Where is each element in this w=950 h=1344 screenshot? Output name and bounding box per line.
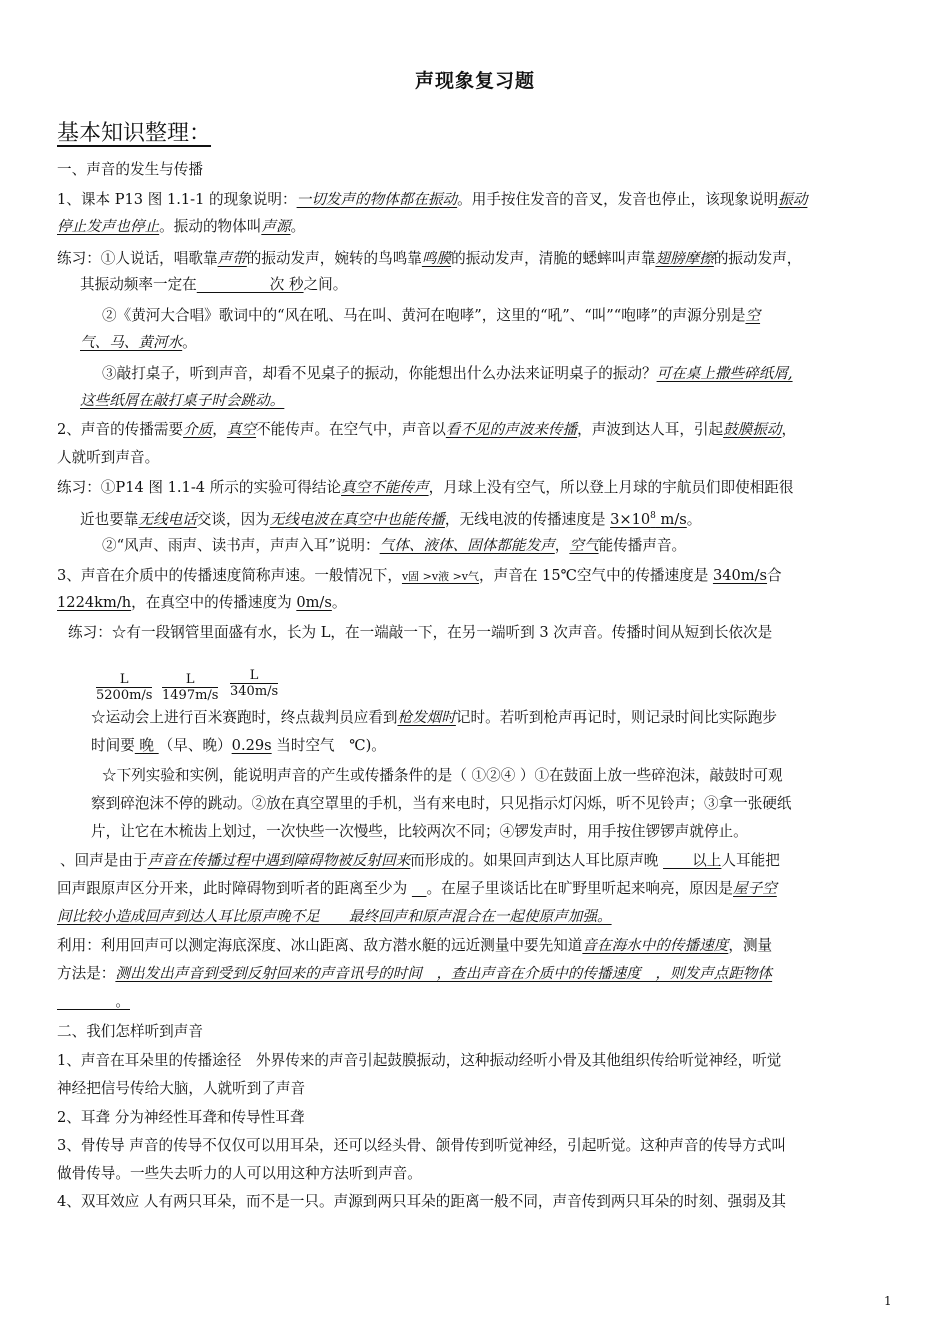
answer: 。 bbox=[57, 993, 130, 1010]
answer: $3\times 10^8$ m/s bbox=[610, 510, 687, 528]
answer: 一切发声的物体都在振动 bbox=[296, 191, 458, 208]
item-1-line-2: 停止发声也停止。振动的物体叫声源。 bbox=[57, 218, 306, 235]
answer: 以上 bbox=[663, 852, 722, 869]
section-two-line-1: 1、声音在耳朵里的传播途径 外界传来的声音引起鼓膜振动，这种振动经听小骨及其他组织传给听觉神经，听觉 bbox=[57, 1052, 782, 1069]
answer: 0m/s bbox=[296, 594, 332, 611]
answer: 无线电话 bbox=[138, 510, 197, 528]
section-two-line-2: 神经把信号传给大脑，人就听到了声音 bbox=[57, 1080, 306, 1097]
answer: 间比较小造成回声到达人耳比原声晚不足 最终回声和原声混合在一起使原声加强。 bbox=[57, 908, 612, 925]
answer: 晚 bbox=[134, 737, 159, 754]
answer: 1224km/h bbox=[57, 594, 132, 611]
answer: v固 >v液 >v气 bbox=[401, 570, 480, 583]
exercise-5-line: ②“风声、雨声、读书声，声声入耳”说明：气体、液体、固体都能发声，空气能传播声音。 bbox=[102, 537, 687, 554]
use-line-1: 利用：利用回声可以测定海底深度、冰山距离、敌方潜水艇的远近测量中要先知道音在海水中的传播速度，测量 bbox=[57, 937, 773, 954]
answer: 鸣膜 bbox=[421, 250, 452, 267]
answer: 屋子空 bbox=[733, 880, 777, 897]
exercise-7-line-2: 时间要 晚 （早、晚）0.29s 当时空气 ℃)。 bbox=[91, 737, 386, 754]
section-two-line-6: 4、双耳效应 人有两只耳朵，而不是一只。声源到两只耳朵的距离一般不同，声音传到两只耳朵的时刻、强弱及其 bbox=[57, 1193, 787, 1210]
answer: 声源 bbox=[261, 218, 291, 235]
answer: 介质 bbox=[183, 421, 213, 438]
use-line-2: 方法是：测出发出声音到受到反射回来的声音讯号的时间 ，查出声音在介质中的传播速度 ，则发声点距物体 bbox=[57, 965, 773, 982]
exercise-4-line-2: 近也要靠无线电话交谈，因为无线电波在真空中也能传播，无线电波的传播速度是 $3\times 10^8$ m/s。 bbox=[80, 510, 702, 528]
answer-blank bbox=[412, 880, 427, 897]
exercise-7-line-1: ☆运动会上进行百米赛跑时，终点裁判员应看到枪发烟时记时。若听到枪声再记时，则记录时间比实际跑步 bbox=[91, 709, 777, 726]
answer: 停止发声也停止 bbox=[57, 218, 160, 235]
item-4-line-1: 、回声是由于声音在传播过程中遇到障碍物被反射回来而形成的。如果回声到达人耳比原声晚 以上人耳能把 bbox=[60, 852, 780, 869]
exercise-3-line-1: ③敲打桌子，听到声音，却看不见桌子的振动，你能想出什么办法来证明桌子的振动？可在桌上撒些碎纸屑, bbox=[102, 365, 793, 382]
use-line-3 bbox=[57, 992, 893, 1012]
section-two-line-3: 2、耳聋 分为神经性耳聋和传导性耳聋 bbox=[57, 1109, 305, 1126]
page-title: 声现象复习题 bbox=[414, 70, 535, 92]
answer: 真空 bbox=[226, 421, 257, 438]
answer: 气体、液体、固体都能发声 bbox=[379, 537, 555, 554]
answer: 声音在传播过程中遇到障碍物被反射回来 bbox=[147, 852, 411, 869]
exercise-2-line-2: 气、马、黄河水。 bbox=[80, 334, 197, 351]
answer: 音在海水中的传播速度 bbox=[582, 937, 729, 954]
exercise-1-line-1: 练习：①人说话，唱歌靠声带的振动发声，婉转的鸟鸣靠鸣膜的振动发声，清脆的蟋蟀叫声靠翅膀摩擦的振动发声， bbox=[57, 250, 802, 267]
answer: 真空不能传声 bbox=[341, 479, 429, 496]
answer: 这些纸屑在敲打桌子时会跳动。 bbox=[80, 392, 285, 409]
section-two-title: 二、我们怎样听到声音 bbox=[57, 1023, 203, 1040]
answer: 空气 bbox=[569, 537, 599, 554]
answer: 鼓膜振动 bbox=[723, 421, 782, 438]
item-2-line-1: 2、声音的传播需要介质，真空不能传声。在空气中，声音以看不见的声波来传播，声波到达人耳，引起鼓膜振动， bbox=[57, 421, 797, 438]
answer-blank: 次 秒 bbox=[196, 276, 304, 293]
exercise-1-line-2: 其振动频率一定在 次 秒之间。 bbox=[80, 276, 348, 293]
answer: 无线电波在真空中也能传播 bbox=[269, 510, 445, 528]
fraction-2: $\frac{L}{1497m/s}$ bbox=[162, 672, 219, 703]
item-3-line-2: 1224km/h，在真空中的传播速度为 0m/s。 bbox=[57, 594, 347, 611]
exercise-8-line-1: ☆下列实验和实例，能说明声音的产生或传播条件的是（ ①②④ ）①在鼓面上放一些碎泡沫，敲鼓时可观 bbox=[102, 767, 783, 784]
answer: 看不见的声波来传播 bbox=[445, 421, 578, 438]
answer: 振动 bbox=[778, 191, 808, 208]
section-two-line-5: 做骨传导。一些失去听力的人可以用这种方法听到声音。 bbox=[57, 1165, 422, 1182]
fraction-3: $\frac{L}{340m/s}$ bbox=[230, 668, 279, 699]
item-3-line-1: 3、声音在介质中的传播速度简称声速。一般情况下，v固 >v液 >v气，声音在 15℃空气中的传播速度是 340m/s合 bbox=[57, 567, 782, 584]
exercise-2-line-1: ②《黄河大合唱》歌词中的“风在吼、马在叫、黄河在咆哮”，这里的“吼”、“叫”“咆哮”的声源分别是空 bbox=[102, 307, 761, 324]
item-2-line-2: 人就听到声音。 bbox=[57, 449, 160, 466]
answer: 翅膀摩擦 bbox=[655, 250, 714, 267]
section-one-title: 一、声音的发生与传播 bbox=[57, 161, 203, 178]
exercise-8-line-3: 片，让它在木梳齿上划过，一次快些一次慢些，比较两次不同；④锣发声时，用手按住锣锣声就停止。 bbox=[91, 823, 748, 840]
item-1-line-1: 1、课本 P13 图 1.1-1 的现象说明：一切发声的物体都在振动。用手按住发音的音叉，发音也停止，该现象说明振动 bbox=[57, 191, 808, 208]
answer: 枪发烟时 bbox=[397, 709, 456, 726]
page-number: 1 bbox=[884, 1294, 892, 1308]
item-4-line-2: 回声跟原声区分开来，此时障碍物到听者的距离至少为 。在屋子里谈话比在旷野里听起来响亮，原因是屋子空 bbox=[57, 880, 777, 897]
answer: 气、马、黄河水 bbox=[80, 334, 183, 351]
answer: ①②④ bbox=[471, 767, 516, 784]
answer: 声带 bbox=[217, 250, 247, 267]
exercise-8-line-2: 察到碎泡沫不停的跳动。②放在真空罩里的手机，当有来电时，只见指示灯闪烁，听不见铃声；③拿一张硬纸 bbox=[91, 795, 792, 812]
section-heading: 基本知识整理： bbox=[57, 121, 212, 146]
answer: 340m/s bbox=[712, 567, 768, 584]
exercise-6-line: 练习：☆有一段钢管里面盛有水，长为 L，在一端敲一下，在另一端听到 3 次声音。传播时间从短到长依次是 bbox=[68, 624, 773, 641]
exercise-3-line-2 bbox=[80, 391, 893, 411]
answer: 可在桌上撒些碎纸屑, bbox=[656, 365, 793, 382]
section-two-line-4: 3、骨传导 声音的传导不仅仅可以用耳朵，还可以经头骨、颌骨传到听觉神经，引起听觉。这种声音的传导方式叫 bbox=[57, 1137, 787, 1154]
answer: 空 bbox=[745, 307, 761, 324]
answer: 测出发出声音到受到反射回来的声音讯号的时间 ，查出声音在介质中的传播速度 ，则发声点距物体 bbox=[115, 965, 773, 982]
fraction-1: $\frac{L}{5200m/s}$ bbox=[96, 672, 153, 703]
item-4-line-3 bbox=[57, 907, 893, 927]
exercise-4-line-1: 练习：①P14 图 1.1-4 所示的实验可得结论真空不能传声，月球上没有空气，所以登上月球的宇航员们即使相距很 bbox=[57, 479, 794, 496]
answer: 0.29s bbox=[231, 737, 272, 754]
